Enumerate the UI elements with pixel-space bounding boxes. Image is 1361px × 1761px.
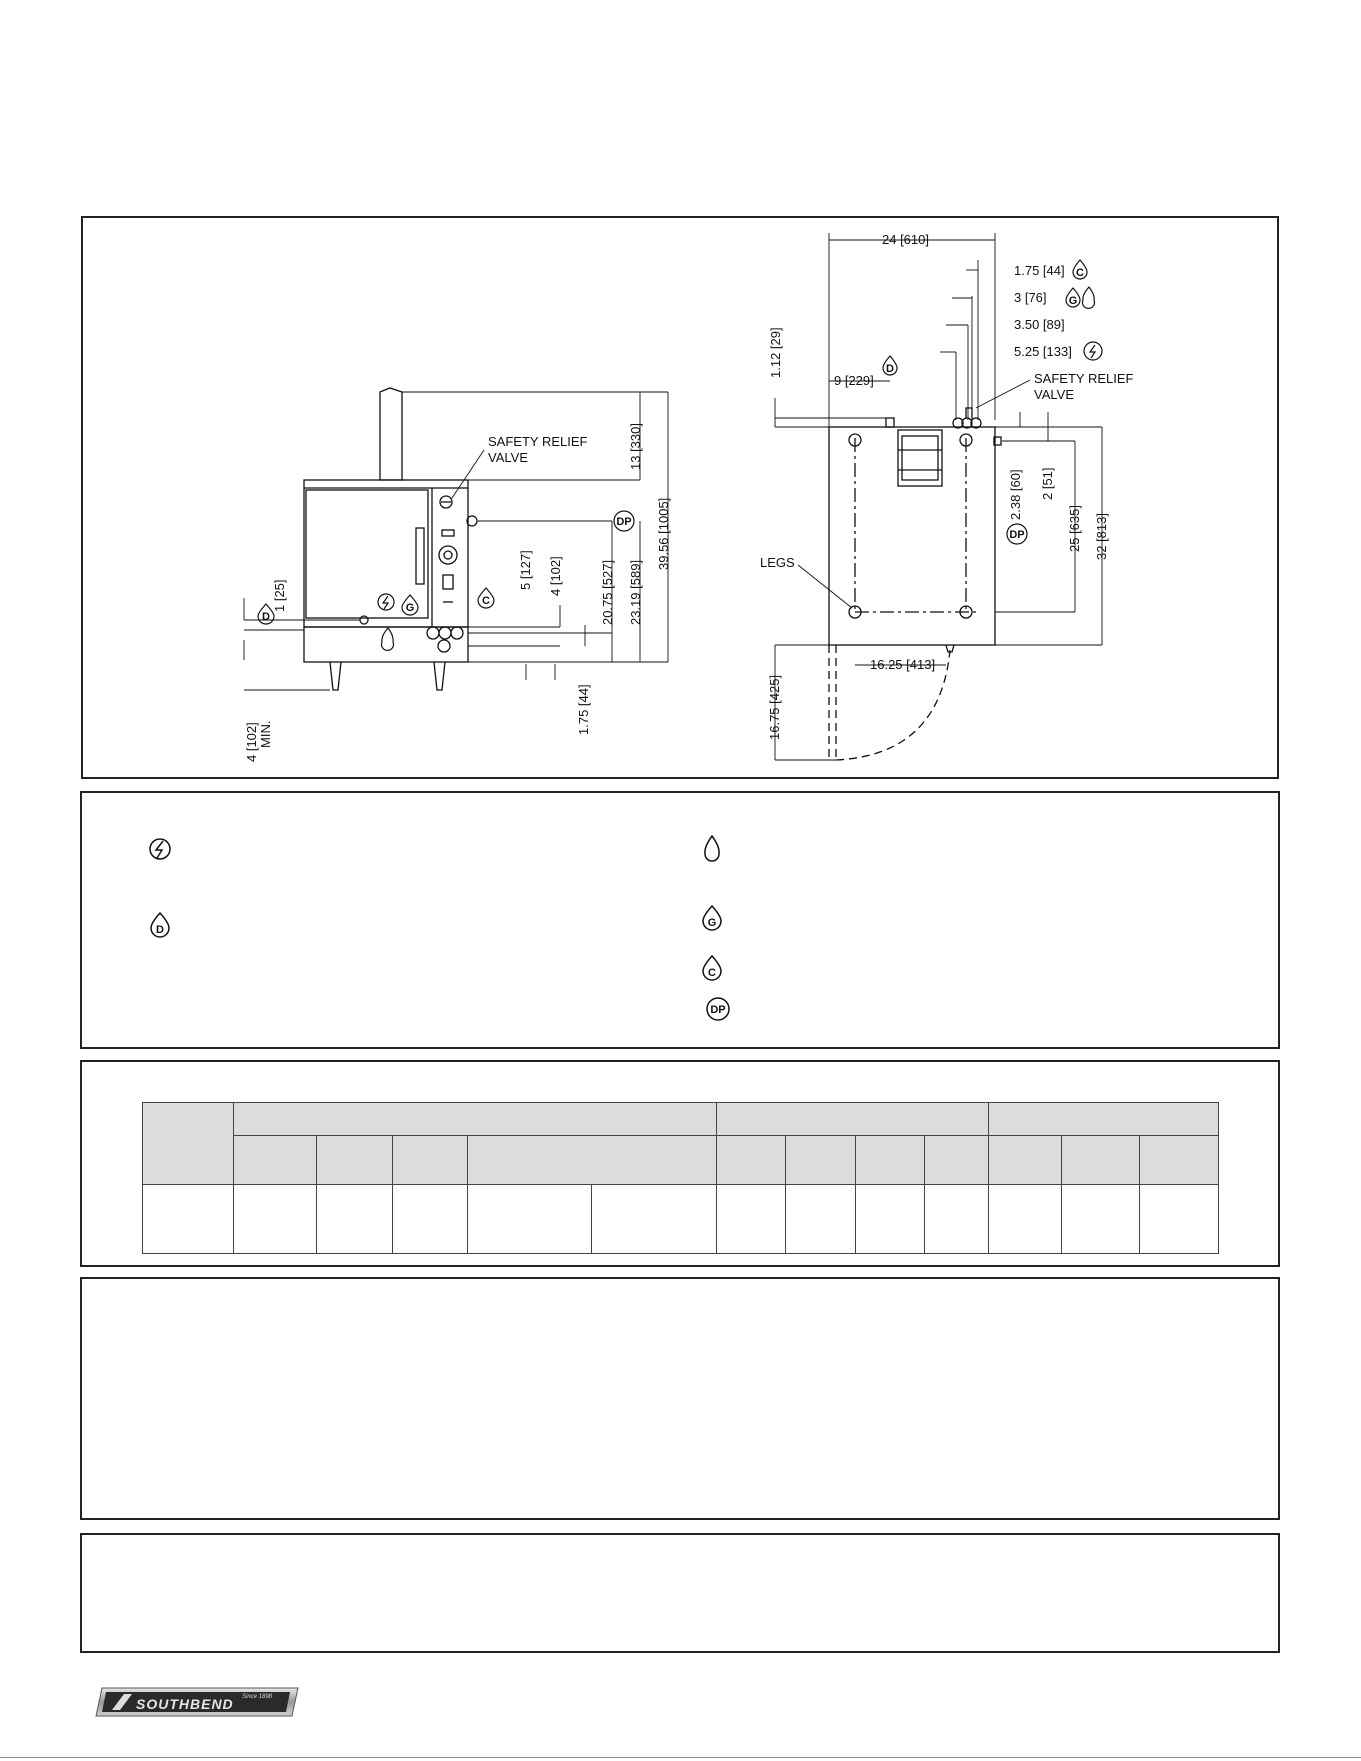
dim-min-label: MIN. bbox=[258, 720, 273, 748]
front-dimension-lines bbox=[244, 392, 668, 690]
door-handle bbox=[416, 528, 424, 584]
dim-1: 1 [25] bbox=[272, 579, 287, 612]
table-cell bbox=[317, 1185, 392, 1254]
table-col-header bbox=[1062, 1136, 1139, 1185]
table-col-header bbox=[317, 1136, 392, 1185]
table-col-header bbox=[234, 1136, 317, 1185]
dim-3-50: 3.50 [89] bbox=[1014, 317, 1065, 332]
page-bottom-rule bbox=[0, 1757, 1361, 1758]
gas-flame-icon-top bbox=[1083, 287, 1095, 308]
dim-16-75: 16.75 [425] bbox=[767, 674, 782, 740]
cold-symbol-letter: C bbox=[482, 595, 490, 607]
table-cell bbox=[716, 1185, 786, 1254]
front-safety-relief-label-1: SAFETY RELIEF bbox=[488, 434, 588, 449]
dim-24: 24 [610] bbox=[882, 232, 929, 247]
drawing-panel bbox=[81, 216, 1279, 779]
spec-table-panel bbox=[80, 1060, 1280, 1267]
flue-stack bbox=[380, 388, 402, 480]
table-col-header bbox=[786, 1136, 856, 1185]
logo-text: SOUTHBEND bbox=[136, 1696, 234, 1712]
dim-2: 2 [51] bbox=[1040, 467, 1055, 500]
switch bbox=[443, 575, 453, 589]
table-col-header bbox=[988, 1136, 1061, 1185]
table-cell bbox=[1062, 1185, 1139, 1254]
dim-13: 13 [330] bbox=[628, 423, 643, 470]
legend-drain-letter: D bbox=[156, 924, 164, 936]
drain-symbol-letter: D bbox=[262, 611, 270, 623]
legend-electric-icon bbox=[150, 839, 170, 859]
electric-icon-bolt bbox=[383, 596, 388, 609]
table-cell bbox=[143, 1185, 234, 1254]
legend-gas-flame-icon bbox=[705, 836, 719, 861]
spec-table bbox=[142, 1102, 1219, 1254]
cold-letter-top: C bbox=[1076, 267, 1084, 279]
southbend-logo bbox=[92, 1686, 302, 1718]
table-cell bbox=[988, 1185, 1061, 1254]
legend-dp-letter: DP bbox=[710, 1004, 726, 1016]
electric-icon-top bbox=[1084, 342, 1102, 360]
dim-25: 25 [635] bbox=[1067, 505, 1082, 552]
table-cell bbox=[234, 1185, 317, 1254]
dim-4: 4 [102] bbox=[548, 556, 563, 596]
dim-39-56: 39.56 [1005] bbox=[656, 497, 671, 570]
table-col-header bbox=[1139, 1136, 1218, 1185]
legend-svg bbox=[82, 793, 1278, 1047]
dp-symbol-letter: DP bbox=[616, 516, 632, 528]
dim-4-min: 4 [102] bbox=[244, 722, 259, 762]
base bbox=[304, 627, 468, 662]
table-cell bbox=[468, 1185, 592, 1254]
table-cell bbox=[592, 1185, 716, 1254]
table-section-header-1 bbox=[234, 1103, 717, 1136]
door bbox=[306, 490, 428, 618]
dim-2-38: 2.38 [60] bbox=[1008, 469, 1023, 520]
table-cell bbox=[855, 1185, 925, 1254]
drawing-svg bbox=[83, 218, 1277, 777]
top-safety-relief-label-2: VALVE bbox=[1034, 387, 1074, 402]
table-row bbox=[143, 1185, 1219, 1254]
legend-panel bbox=[80, 791, 1280, 1049]
table-col-header bbox=[925, 1136, 989, 1185]
top-view bbox=[829, 408, 1001, 760]
dim-32: 32 [813] bbox=[1094, 513, 1109, 560]
table-cell bbox=[1139, 1185, 1218, 1254]
front-safety-relief-label-2: VALVE bbox=[488, 450, 528, 465]
legend-gas-letter: G bbox=[707, 917, 717, 929]
electric-icon bbox=[378, 594, 394, 610]
table-col-header bbox=[392, 1136, 467, 1185]
dim-9: 9 [229] bbox=[834, 373, 874, 388]
dim-3-top: 3 [76] bbox=[1014, 290, 1047, 305]
dim-5-25: 5.25 [133] bbox=[1014, 344, 1072, 359]
logo-since: Since 1898 bbox=[242, 1694, 273, 1700]
dim-1-12: 1.12 [29] bbox=[768, 327, 783, 378]
dim-20-75: 20.75 [527] bbox=[600, 559, 615, 625]
dim-1-75: 1.75 [44] bbox=[576, 684, 591, 735]
dim-23-19: 23.19 [589] bbox=[628, 559, 643, 625]
table-col-header bbox=[855, 1136, 925, 1185]
flue-box bbox=[898, 430, 942, 486]
top-safety-relief-label-1: SAFETY RELIEF bbox=[1034, 371, 1134, 386]
legs-label: LEGS bbox=[760, 555, 795, 570]
footer-panel bbox=[80, 1533, 1280, 1653]
control-knob bbox=[439, 546, 457, 564]
table-section-header-2 bbox=[716, 1103, 988, 1136]
table-cell bbox=[392, 1185, 467, 1254]
drain-letter-top: D bbox=[886, 363, 894, 375]
dp-letter-top: DP bbox=[1009, 529, 1025, 541]
legend-cold-letter: C bbox=[708, 967, 716, 979]
gas-letter-top: G bbox=[1068, 295, 1078, 307]
gas-flame-icon bbox=[381, 628, 393, 650]
table-col-header bbox=[716, 1136, 786, 1185]
table-model-header bbox=[143, 1103, 234, 1185]
front-view bbox=[304, 388, 477, 690]
table-cell bbox=[786, 1185, 856, 1254]
table-section-header-3 bbox=[988, 1103, 1218, 1136]
dim-16-25: 16.25 [413] bbox=[870, 657, 936, 672]
notes-panel bbox=[80, 1277, 1280, 1520]
table-col-header bbox=[468, 1136, 717, 1185]
dim-1-75-top: 1.75 [44] bbox=[1014, 263, 1065, 278]
gas-symbol-letter: G bbox=[405, 602, 415, 614]
table-cell bbox=[925, 1185, 989, 1254]
dim-5: 5 [127] bbox=[518, 550, 533, 590]
